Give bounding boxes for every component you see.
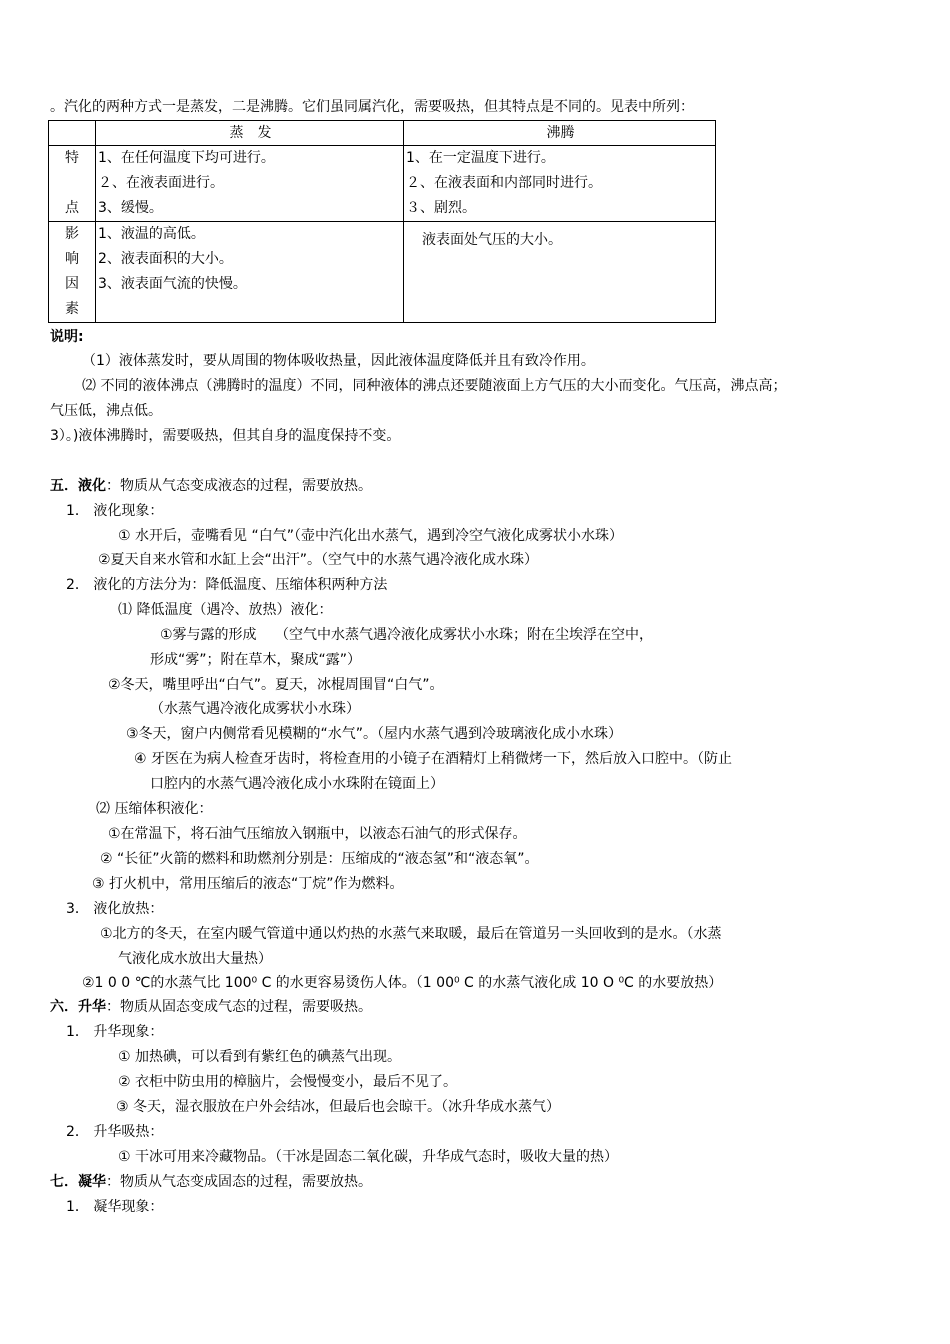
row-label-factors <box>49 222 96 323</box>
s6-i1: ① 加热碘，可以看到有紫红色的碘蒸气出现。 <box>118 1049 401 1065</box>
row-label-char: 因 <box>65 276 79 292</box>
section-definition: ：物质从固态变成气态的过程，需要吸热。 <box>106 999 372 1015</box>
table-corner <box>49 121 96 146</box>
cell-line: ２、在液表面进行。 <box>98 175 224 191</box>
s6-i3: ③ 冬天，湿衣服放在户外会结冰，但最后也会晾干。（冰升华成水蒸气） <box>116 1099 560 1115</box>
cell-line: ３、剧烈。 <box>406 200 476 216</box>
s6-i2: ② 衣柜中防虫用的樟脑片，会慢慢变小，最后不见了。 <box>118 1074 457 1090</box>
section-title: 升华 <box>78 999 106 1015</box>
s5-a1b: 形成“雾”；附在草木，聚成“露”） <box>150 652 362 668</box>
s5-a1a: ①雾与露的形成 （空气中水蒸气遇冷液化成雾状小水珠；附在尘埃浮在空中， <box>160 627 653 643</box>
s5-c1a: ①北方的冬天，在室内暖气管道中通以灼热的水蒸气来取暖，最后在管道另一头回收到的是水。（水蒸 <box>100 926 722 942</box>
s5-h3: 3． 液化放热： <box>66 901 164 917</box>
s5-b2: ② “长征”火箭的燃料和助燃剂分别是：压缩成的“液态氢”和“液态氧”。 <box>100 851 539 867</box>
cell-line: 3、缓慢。 <box>98 200 163 216</box>
s5-a3: ③冬天，窗户内侧常看见模糊的“水气”。（屋内水蒸气遇到冷玻璃液化成小水珠） <box>126 726 623 742</box>
section-7-heading <box>50 1173 372 1191</box>
note-p1: （1）液体蒸发时，要从周围的物体吸收热量，因此液体温度降低并且有致冷作用。 <box>82 353 595 369</box>
note-p2a: ⑵ 不同的液体沸点（沸腾时的温度）不同，同种液体的沸点还要随液面上方气压的大小而变化。气压高，沸点高； <box>82 378 787 394</box>
section-number: 六． <box>50 999 78 1015</box>
s5-i1: ① 水开后，壶嘴看见 “白气”（壶中汽化出水蒸气，遇到冷空气液化成雾状小水珠） <box>118 528 623 544</box>
s6-j1: ① 干冰可用来冷藏物品。（干冰是固态二氧化碳，升华成气态时，吸收大量的热） <box>118 1149 618 1165</box>
section-title: 凝华 <box>78 1174 106 1190</box>
cell-line: 1、在一定温度下进行。 <box>406 150 555 166</box>
s7-h1: 1． 凝华现象： <box>66 1199 164 1215</box>
cell-line: 3、液表面气流的快慢。 <box>98 276 247 292</box>
boil-features-cell <box>404 146 716 222</box>
cell-line: 1、在任何温度下均可进行。 <box>98 150 275 166</box>
row-label-char: 特 <box>65 150 79 166</box>
comparison-table <box>48 120 716 323</box>
evap-features-cell <box>96 146 404 222</box>
s5-a4a: ④ 牙医在为病人检查牙齿时，将检查用的小镜子在酒精灯上稍微烤一下，然后放入口腔中。（防止 <box>134 751 732 767</box>
s5-sub2: ⑵ 压缩体积液化： <box>96 801 213 817</box>
row-label-char: 素 <box>65 301 79 317</box>
note-title: 说明: <box>50 329 84 345</box>
s5-a4b: 口腔内的水蒸气遇冷液化成小水珠附在镜面上） <box>150 776 444 792</box>
row-label-char: 响 <box>65 251 79 267</box>
section-5-heading <box>50 477 372 495</box>
row-label-features <box>49 146 96 222</box>
s5-sub1: ⑴ 降低温度（遇冷、放热）液化： <box>118 602 333 618</box>
section-number: 七． <box>50 1174 78 1190</box>
section-title: 液化 <box>78 478 106 494</box>
note-p2b: 气压低，沸点低。 <box>50 403 162 419</box>
cell-line: ２、在液表面和内部同时进行。 <box>406 175 602 191</box>
note-p3: 3）。)液体沸腾时，需要吸热，但其自身的温度保持不变。 <box>50 428 401 444</box>
row-label-char: 影 <box>65 226 79 242</box>
s5-i2: ②夏天自来水管和水缸上会“出汗”。（空气中的水蒸气遇冷液化成水珠） <box>98 552 539 568</box>
s5-c2: ②1 0 0 ℃的水蒸气比 100⁰ C 的水更容易烫伤人体。（1 00⁰ C 的水蒸气液化成 10 O ⁰C 的水要放热） <box>82 975 723 991</box>
header-evaporation: 蒸 发 <box>96 121 404 146</box>
intro-text: 。汽化的两种方式一是蒸发，二是沸腾。它们虽同属汽化，需要吸热，但其特点是不同的。见表中所列： <box>50 99 694 115</box>
s6-h2: 2． 升华吸热： <box>66 1124 164 1140</box>
s5-a2b: （水蒸气遇冷液化成雾状小水珠） <box>150 701 360 717</box>
s5-b1: ①在常温下，将石油气压缩放入钢瓶中，以液态石油气的形式保存。 <box>108 826 527 842</box>
section-number: 五． <box>50 478 78 494</box>
section-definition: ：物质从气态变成液态的过程，需要放热。 <box>106 478 372 494</box>
s6-h1: 1． 升华现象： <box>66 1024 164 1040</box>
section-definition: ：物质从气态变成固态的过程，需要放热。 <box>106 1174 372 1190</box>
cell-line: 1、液温的高低。 <box>98 226 205 242</box>
s5-b3: ③ 打火机中，常用压缩后的液态“丁烷”作为燃料。 <box>92 876 404 892</box>
row-label-char: 点 <box>65 200 79 216</box>
boil-factors-cell <box>404 222 716 323</box>
header-boiling: 沸腾 <box>404 121 716 146</box>
cell-line: 2、液表面积的大小。 <box>98 251 233 267</box>
s5-c1b: 气液化成水放出大量热） <box>118 951 272 967</box>
section-6-heading <box>50 998 372 1016</box>
evap-factors-cell <box>96 222 404 323</box>
s5-h2: 2． 液化的方法分为：降低温度、压缩体积两种方法 <box>66 577 388 593</box>
cell-line: 液表面处气压的大小。 <box>422 232 562 248</box>
s5-a2a: ②冬天，嘴里呼出“白气”。夏天，冰棍周围冒“白气”。 <box>108 677 444 693</box>
s5-h1: 1． 液化现象： <box>66 503 164 519</box>
